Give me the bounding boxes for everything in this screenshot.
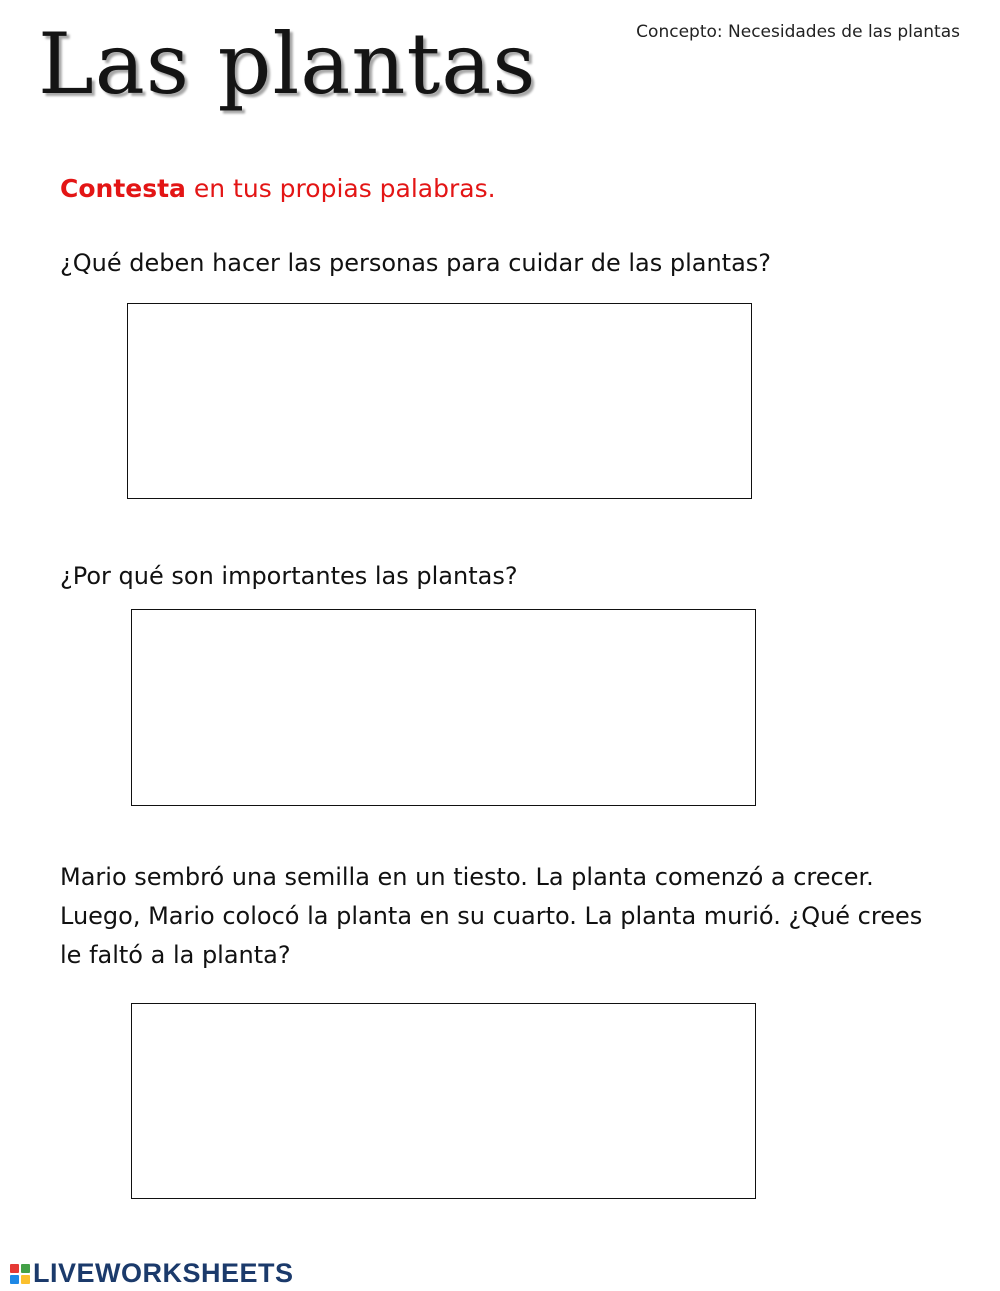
answer-box-1[interactable] [127, 303, 752, 499]
logo-square-green [21, 1264, 30, 1273]
liveworksheets-logo [10, 1258, 294, 1289]
logo-square-yellow [21, 1275, 30, 1284]
answer-box-2[interactable] [131, 609, 756, 806]
logo-square-blue [10, 1275, 19, 1284]
instruction-emphasis: Contesta [60, 174, 186, 203]
instruction-text: en tus propias palabras. [185, 174, 496, 203]
answer-box-3[interactable] [131, 1003, 756, 1199]
brand-name: LIVEWORKSHEETS [33, 1258, 294, 1288]
question-3: Mario sembró una semilla en un tiesto. La planta comenzó a crecer. Luego, Mario colocó la planta en su cuarto. La planta murió. ¿Qué crees le faltó a la planta? [60, 863, 923, 969]
page-title: Las plantas [38, 15, 537, 113]
liveworksheets-icon [10, 1264, 30, 1284]
concept-label: Concepto: Necesidades de las plantas [636, 22, 960, 42]
question-1: ¿Qué deben hacer las personas para cuidar de las plantas? [60, 249, 772, 277]
logo-square-red [10, 1264, 19, 1273]
question-2: ¿Por qué son importantes las plantas? [60, 562, 518, 590]
instruction [60, 174, 496, 203]
